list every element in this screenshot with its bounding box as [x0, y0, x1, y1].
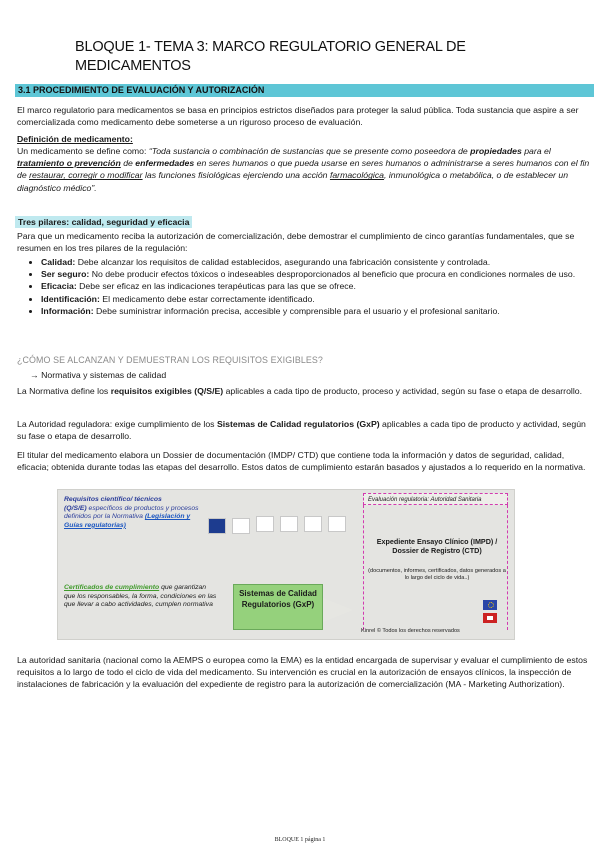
list-item — [41, 293, 600, 305]
evaluation-label: Evaluación regulatoria: Autoridad Sanitaria — [363, 493, 508, 505]
agency-logo-icon — [280, 516, 298, 532]
pillar-text: Debe alcanzar los requisitos de calidad establecidos, asegurando una fabricación consistente y controlada. — [75, 257, 491, 267]
definition-emph: enfermedades — [135, 158, 195, 169]
pillars-intro: Para que un medicamento reciba la autorización de comercialización, debe demostrar el cumplimiento de cinco garantías fundamentales, que se resumen en los tres pilares de la regulación: — [17, 231, 575, 254]
list-item — [41, 256, 600, 268]
arrow-icon — [323, 598, 353, 622]
certificates-desc: que garantizan que los responsables, la forma, condiciones en las que llevar a cabo actividades, cumplen normativa — [64, 584, 217, 609]
list-item — [41, 268, 600, 280]
para-emph: Sistemas de Calidad regulatorios (GxP) — [216, 419, 380, 429]
pillar-text: El medicamento debe estar correctamente identificado. — [99, 293, 315, 304]
definition-text: para el — [521, 146, 551, 156]
autoridad-paragraph — [17, 418, 592, 442]
page-footer: BLOQUE 1 página 1 — [274, 837, 326, 843]
para-text: aplicables a cada tipo de producto, proceso y actividad, según su fase o etapa de desarrollo. — [223, 386, 583, 396]
agency-logo-icon — [232, 518, 250, 534]
definition-emph: restaurar, corregir o modificar — [29, 170, 143, 181]
ctd-title: Expediente Ensayo Clínico (IMPD) / Dossier de Registro (CTD) — [376, 537, 498, 555]
list-item — [41, 280, 600, 292]
definition-emph: tratamiento o prevención — [17, 158, 121, 169]
requirements-text — [64, 496, 199, 530]
agency-logo-icon — [304, 516, 322, 532]
definition-text: las funciones fisiológicas ejerciendo una acción — [142, 170, 330, 181]
definition-heading: Definición de medicamento: — [17, 134, 133, 144]
agency-logos — [208, 508, 358, 538]
para-emph: requisitos exigibles (Q/S/E) — [110, 386, 224, 396]
definition-text: en seres humanos o que pueda usarse en seres humanos o administrarse a seres humanos con el fin de — [17, 158, 590, 181]
pillar-text: Debe suministrar información precisa, accesible y comprensible para el usuario y el profesional sanitario. — [93, 305, 500, 316]
para-text: La Normativa define los — [17, 386, 111, 396]
pillar-label: Ser seguro: — [41, 269, 90, 280]
closing-paragraph: La autoridad sanitaria (nacional como la AEMPS o europea como la EMA) es la entidad encargada de supervisar y evaluar el cumplimiento de estos requisitos a lo largo de todo el ciclo de vida del medicamento. Su intervención es crucial en la autorización de ensayos clínicos, la inspección de instalaciones de fabricación y la evaluación del expediente de registro para la autorización de comercialización (MA - Marketing Authorization). — [17, 655, 588, 690]
ctd-subtitle: (documentos, informes, certificados, datos generados a lo largo del ciclo de vida..) — [368, 568, 506, 581]
section-heading: 3.1 PROCEDIMIENTO DE EVALUACIÓN Y AUTORIZACIÓN — [18, 85, 265, 95]
eu-flag-icon — [483, 600, 497, 610]
flag-icon — [483, 613, 497, 623]
list-item — [41, 305, 600, 317]
requirements-qse: (Q/S/E) — [64, 504, 87, 512]
eu-logo-icon — [208, 518, 226, 534]
pillar-label: Calidad: — [41, 257, 76, 267]
pillar-label: Eficacia: — [41, 281, 77, 292]
definition-emph: farmacológica — [329, 170, 385, 181]
para-text: La Autoridad reguladora: exige cumplimiento de los — [17, 419, 217, 429]
certificates-title: Certificados de cumplimiento — [64, 584, 160, 591]
definition-text: , inmunológica o metabólica, o de establecer un diagnóstico médico”. — [17, 170, 569, 193]
requirements-links: (Legislación y Guías regulatorias) — [64, 513, 191, 529]
normativa-paragraph — [17, 385, 592, 397]
agency-logo-icon — [328, 516, 346, 532]
copyright: Kinrel © Todos los derechos reservados — [361, 628, 460, 634]
page-title: BLOQUE 1- TEMA 3: MARCO REGULATORIO GENERAL DE MEDICAMENTOS — [75, 39, 466, 74]
section-heading-bar — [15, 84, 594, 97]
pillar-label: Identificación: — [41, 293, 100, 304]
pillars-list — [25, 256, 600, 317]
definition-paragraph — [17, 145, 592, 194]
pillar-label: Información: — [41, 305, 94, 316]
definition-text: de — [120, 158, 136, 169]
requirements-title: Requisitos científico/ técnicos — [64, 496, 162, 503]
pillar-text: No debe producir efectos tóxicos o indeseables desproporcionados al beneficio que procura en condiciones normales de uso. — [89, 269, 576, 280]
arrow-item: → Normativa y sistemas de calidad — [30, 370, 167, 380]
intro-paragraph: El marco regulatorio para medicamentos se basa en principios estrictos diseñados para proteger la salud pública. Toda sustancia que aspire a ser comercializada como medicamento debe someterse a un riguroso proceso de evaluación. — [17, 105, 579, 128]
regulatory-figure — [57, 489, 515, 640]
question-heading: ¿CÓMO SE ALCANZAN Y DEMUESTRAN LOS REQUISITOS EXIGIBLES? — [17, 355, 323, 365]
gxp-box: Sistemas de Calidad Regulatorios (GxP) — [233, 584, 323, 630]
definition-text: “Toda sustancia o combinación de sustancias que se presente como poseedora de — [148, 146, 471, 156]
definition-lead: Un medicamento se define como: — [17, 146, 149, 156]
agency-logo-icon — [256, 516, 274, 532]
pillars-heading: Tres pilares: calidad, seguridad y eficacia — [15, 216, 192, 228]
certificates-text — [64, 584, 219, 610]
titular-paragraph: El titular del medicamento elabora un Dossier de documentación (IMDP/ CTD) que contiene toda la información y datos de seguridad, calidad, eficacia; obtenida durante todas las etapas del desarrollo. Estos datos de cumplimiento estarán basados y ajustados a lo requerido en la normativa. — [17, 450, 586, 473]
pillar-text: Debe ser eficaz en las indicaciones terapéuticas para las que se ofrece. — [76, 281, 356, 292]
definition-emph: propiedades — [470, 146, 522, 156]
requirements-desc: específicos de productos y procesos definidos por la Normativa — [64, 504, 199, 521]
para-text: aplicables a cada tipo de producto y actividad, según su fase o etapa de desarrollo. — [17, 419, 586, 442]
